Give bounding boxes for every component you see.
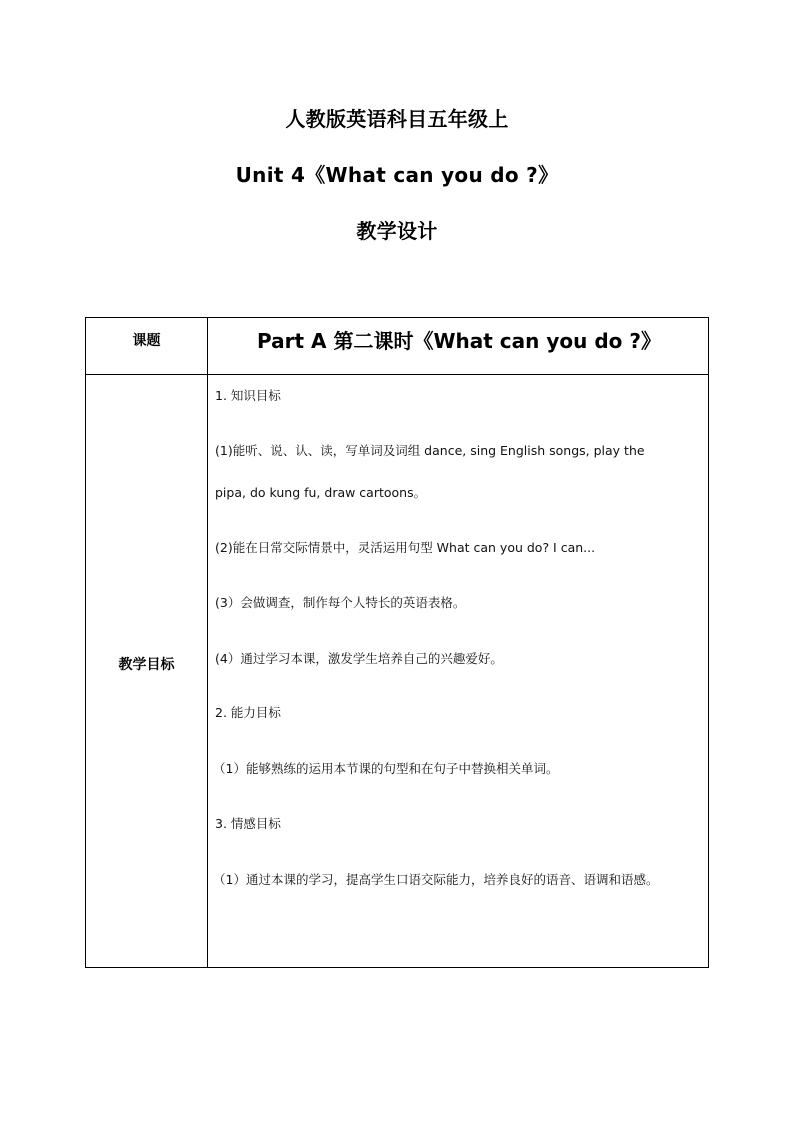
row-divider bbox=[86, 374, 708, 375]
column-divider bbox=[207, 318, 208, 967]
goal-heading-emotion: 3. 情感目标 bbox=[215, 816, 281, 831]
lesson-plan-table bbox=[85, 317, 709, 968]
topic-value: Part A 第二课时《What can you do ?》 bbox=[257, 329, 661, 353]
document-title: 人教版英语科目五年级上 bbox=[285, 107, 509, 131]
goal-heading-knowledge: 1. 知识目标 bbox=[215, 388, 281, 403]
unit-title: Unit 4《What can you do ?》 bbox=[235, 163, 559, 187]
goal-item: (2)能在日常交际情景中，灵活运用句型 What can you do? I can... bbox=[215, 540, 596, 555]
goal-heading-ability: 2. 能力目标 bbox=[215, 705, 281, 720]
goal-item: (3）会做调查，制作每个人特长的英语表格。 bbox=[215, 595, 466, 610]
goals-label: 教学目标 bbox=[118, 657, 175, 673]
goal-item: (4）通过学习本课，激发学生培养自己的兴趣爱好。 bbox=[215, 651, 503, 666]
goal-item: （1）通过本课的学习，提高学生口语交际能力，培养良好的语音、语调和语感。 bbox=[213, 872, 659, 887]
goal-item: （1）能够熟练的运用本节课的句型和在句子中替换相关单词。 bbox=[213, 761, 559, 776]
document-subtitle: 教学设计 bbox=[356, 219, 438, 243]
topic-label: 课题 bbox=[132, 333, 161, 349]
goal-item-continuation: pipa, do kung fu, draw cartoons。 bbox=[215, 485, 427, 500]
goal-item: (1)能听、说、认、读，写单词及词组 dance, sing English songs, play the bbox=[215, 443, 645, 458]
